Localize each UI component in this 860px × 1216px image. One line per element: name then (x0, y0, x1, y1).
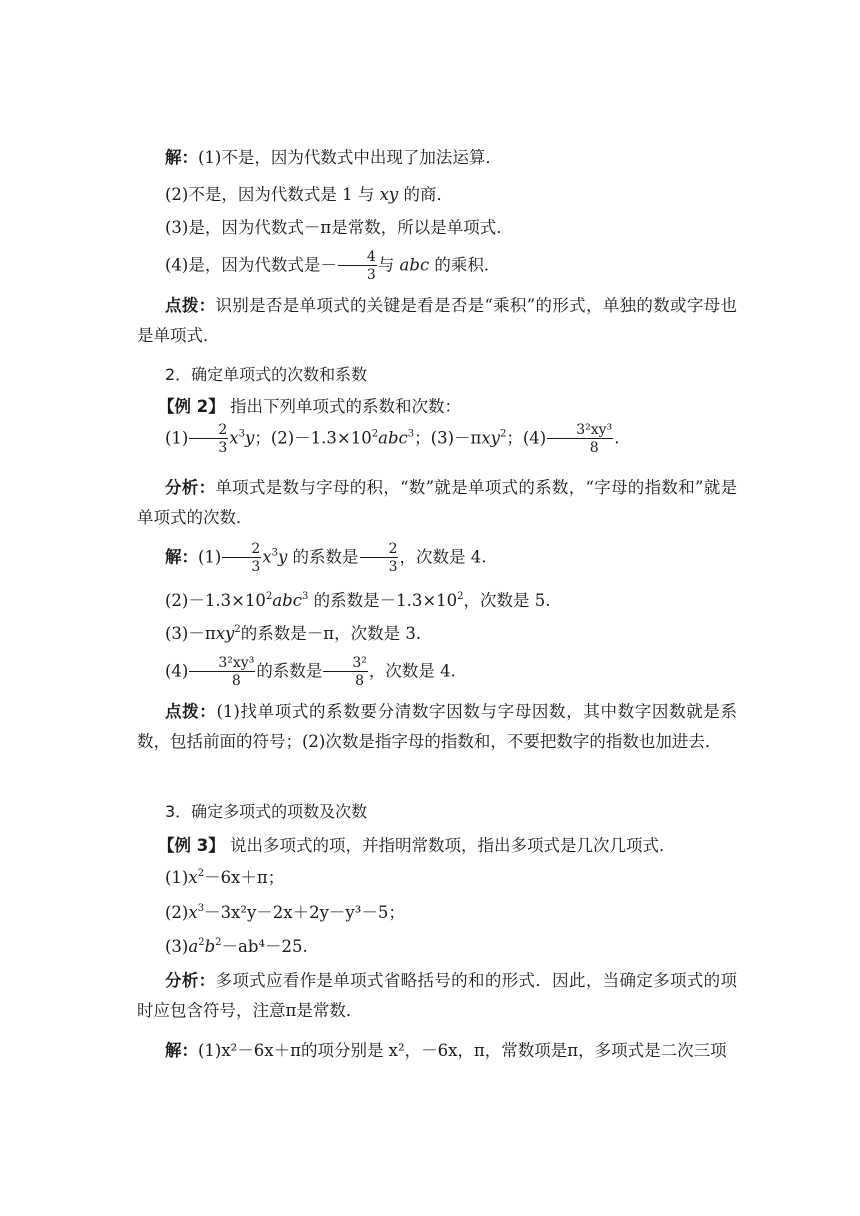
analysis-3: 分析：多项式应看作是单项式省略括号的和的形式．因此，当确定多项式的项时应包含符号，注意π是常数． (137, 971, 737, 1020)
solution-line-3: (3)是，因为代数式－π是常数，所以是单项式． (165, 218, 513, 237)
section-heading-3: 3．确定多项式的项数及次数 (165, 802, 368, 821)
solution-2-line-1: 解：(1) $\frac{2}{3}$ $x^3y$ 的系数是 $\frac{2}{3}$ ，次数是 4. (165, 541, 487, 575)
solution-2-line-2: $(2)-1.3\times 10^2abc^3$ 的系数是$-1.3\times 10^2$，次数是 5. (165, 591, 551, 610)
polynomial-1: $(1)x^2-6x+\pi$； (165, 868, 285, 887)
fraction: $\frac{4}{3}$ (338, 250, 377, 282)
polynomial-3: $(3)a^2b^2-ab^4-25$. (165, 937, 308, 956)
example-label: 【例 2】 (158, 397, 225, 416)
example-3: 【例 3】 说出多项式的项，并指明常数项，指出多项式是几次几项式． (158, 836, 676, 855)
tip-2: 点拨：(1)找单项式的系数要分清数字因数与字母因数，其中数字因数就是系数，包括前面的符号；(2)次数是指字母的指数和，不要把数字的指数也加进去． (137, 702, 738, 751)
tip-label: 点拨： (165, 296, 216, 315)
solution-3-line-1: 解：(1)x²－6x＋π的项分别是 x²，－6x，π，常数项是π，多项式是二次三项 (165, 1041, 727, 1060)
section-heading-2: 2．确定单项式的次数和系数 (165, 365, 368, 384)
solution-line-2: (2)不是，因为代数式是 1 与 xy 的商． (165, 185, 453, 204)
solution-line-1: (1)不是，因为代数式中出现了加法运算． (198, 148, 502, 167)
tip-1: 点拨：识别是否是单项式的关键是看是否是“乘积”的形式，单独的数或字母也是单项式． (137, 296, 737, 345)
solution-label: 解： (165, 148, 198, 167)
solution-line-4: (4)是，因为代数式是－ $\frac{4}{3}$ 与 abc 的乘积． (165, 249, 501, 283)
polynomial-2: $(2)x^3-3x^2y-2x+2y-y^3-5$； (165, 903, 405, 922)
example-2-question: (1) $\frac{2}{3}$ $x^3y$；$(2)-1.3\times 10^2abc^3$；(3)－πxy$^2$；(4) $\frac{\text{3²xy³}}{8}$ . (165, 422, 620, 456)
solution-1 (137, 143, 737, 173)
solution-2-line-3: (3)－πxy$^2$的系数是－π，次数是 3. (165, 624, 422, 643)
analysis-label: 分析： (165, 478, 216, 497)
analysis-2: 分析：单项式是数与字母的积，“数”就是单项式的系数，“字母的指数和”就是单项式的次数． (137, 478, 738, 527)
example-2: 【例 2】 指出下列单项式的系数和次数： (158, 397, 461, 416)
solution-2-line-4: (4) $\frac{\text{3²xy³}}{8}$ 的系数是 $\frac{\text{3²}}{8}$ ，次数是 4. (165, 655, 456, 689)
